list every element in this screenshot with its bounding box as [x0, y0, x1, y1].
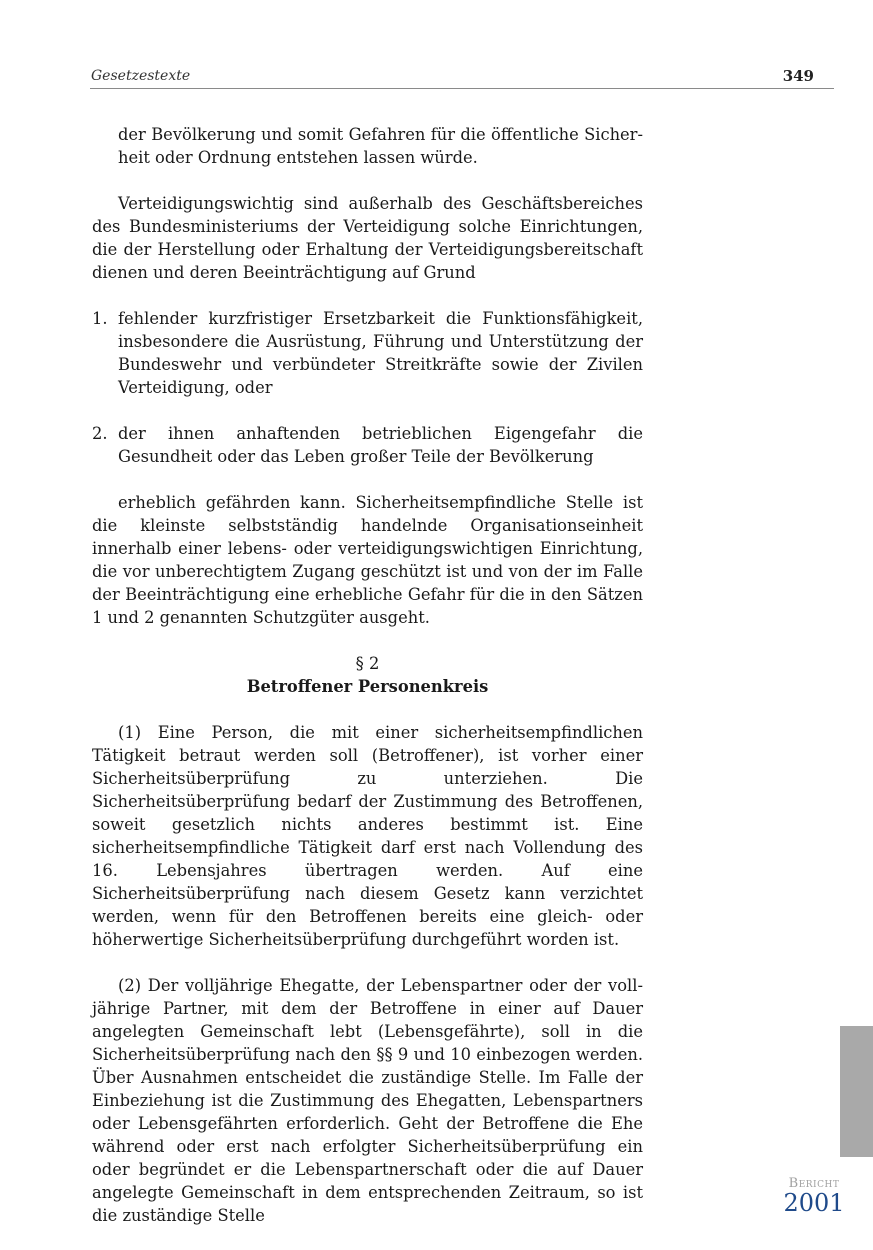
- paragraph-continuation: der Bevölkerung und somit Gefahren für die öffentliche Sicherheit oder Ordnung entstehen lassen würde.: [118, 125, 643, 167]
- section-title: Betroffener Personenkreis: [246, 677, 489, 696]
- section-heading: [92, 652, 643, 698]
- list-item-number: 1.: [92, 309, 108, 328]
- paragraph-sensitive-unit: erheblich gefährden kann. Sicherheitsempfindliche Stelle ist die kleinste selbstständig handelnde Organisationseinheit innerhalb einer lebens- oder verteidigungswichtigen Einrichtung, die vor unberechtigtem Zugang geschützt ist und von der im Falle der Beeinträchtigung eine erhebliche Gefahr für die in den Sätzen 1 und 2 genannten Schutzgüter ausgeht.: [92, 493, 643, 627]
- list-item: [92, 307, 643, 399]
- paragraph-subsection-2: (2) Der volljährige Ehegatte, der Lebenspartner oder der volljährige Partner, mit dem der Betroffene in einer auf Dauer angelegten Gemeinschaft lebt (Lebensgefährte), soll in die Sicherheitsüberprüfung nach den §§ 9 und 10 einbezogen werden. Über Ausnahmen entscheidet die zuständige Stelle. Im Falle der Einbeziehung ist die Zustimmung des Ehegatten, Lebenspartners oder Lebensgefährten erforderlich. Geht der Betroffene die Ehe während oder erst nach erfolgter Sicherheitsüberprüfung ein oder begründet er die Lebenspartnerschaft oder die auf Dauer angelegte Gemeinschaft in dem entsprechenden Zeitraum, so ist die zuständige Stelle: [92, 976, 643, 1225]
- chapter-thumb-tab: [840, 1026, 873, 1157]
- report-logo: [778, 1176, 850, 1217]
- running-header: [90, 66, 834, 89]
- section-sign: § 2: [355, 654, 380, 673]
- header-section-title: Gesetzestexte: [91, 68, 191, 84]
- list-item-text: der ihnen anhaftenden betrieblichen Eigengefahr die Gesundheit oder das Leben großer Teile der Bevölkerung: [118, 424, 643, 466]
- list-item-text: fehlender kurzfristiger Ersetzbarkeit die Funktionsfähigkeit, insbesondere die Ausrüstung, Führung und Unterstützung der Bundeswehr und verbündeter Streitkräfte sowie der Zivilen Verteidigung, oder: [118, 309, 643, 397]
- paragraph-definition: Verteidigungswichtig sind außerhalb des Geschäftsbereiches des Bundesministeriums der Verteidigung solche Einrichtungen, die der Herstellung oder Erhaltung der Verteidigungsbereitschaft dienen und deren Beeinträchtigung auf Grund: [92, 194, 643, 282]
- page-body: [92, 123, 643, 1250]
- list-item: [92, 422, 643, 468]
- paragraph-subsection-1: (1) Eine Person, die mit einer sicherheitsempfindlichen Tätigkeit betraut werden soll (Betroffener), ist vorher einer Sicherheitsüberprüfung zu unterziehen. Die Sicherheitsüberprüfung bedarf der Zustimmung des Betroffenen, soweit gesetzlich nichts anderes bestimmt ist. Eine sicherheitsempfindliche Tätigkeit darf erst nach Vollendung des 16. Lebensjahres übertragen werden. Auf eine Sicherheitsüberprüfung nach diesem Gesetz kann verzichtet werden, wenn für den Betroffenen bereits eine gleich- oder höherwertige Sicherheitsüberprüfung durchgeführt worden ist.: [92, 723, 643, 949]
- logo-word: Bericht: [788, 1176, 840, 1191]
- list-item-number: 2.: [92, 424, 108, 443]
- logo-year: 2001: [783, 1189, 845, 1217]
- page-number: 349: [782, 67, 814, 85]
